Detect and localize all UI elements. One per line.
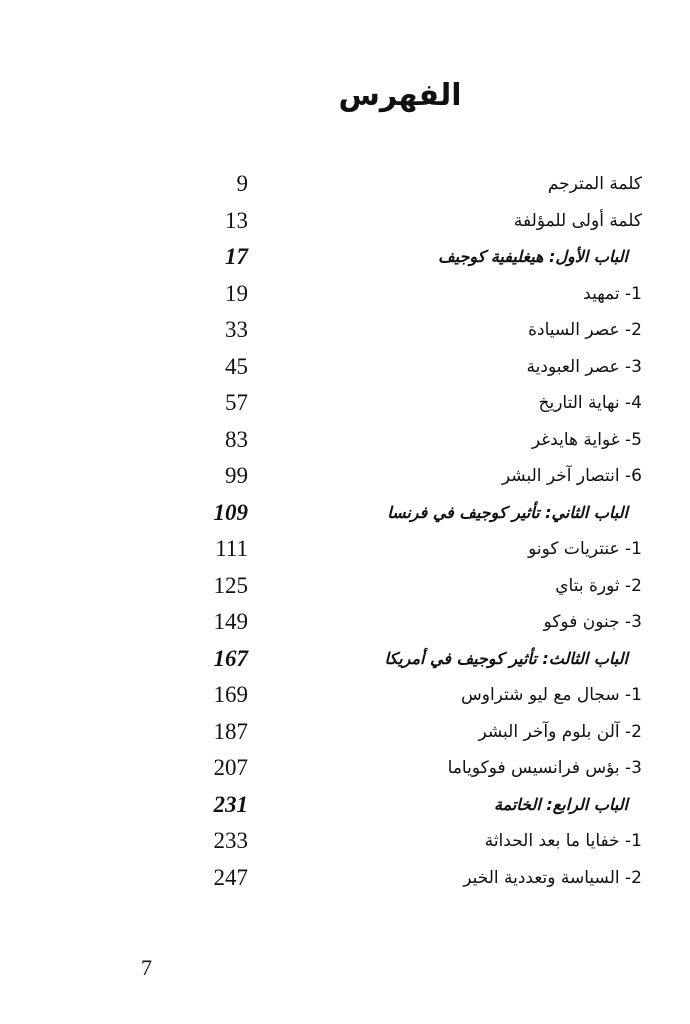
toc-entry — [0, 276, 690, 313]
toc-entry — [0, 823, 690, 860]
toc-entry-page: 33 — [225, 317, 248, 342]
toc-section-title: الباب الأول: هيغليفية كوجيف — [438, 247, 628, 266]
toc-entry — [0, 312, 690, 349]
toc-entry — [0, 568, 690, 605]
toc-entry-page: 233 — [213, 828, 248, 853]
toc-entry-page: 83 — [225, 426, 248, 452]
toc-section-title: الباب الثالث: تأثير كوجيف في أمريكا — [384, 648, 628, 668]
toc-entry-title: 2- ثورة بتاي — [555, 575, 642, 596]
toc-section-heading — [0, 239, 690, 276]
page-title: الفهرس — [338, 78, 462, 113]
toc-section-page: 231 — [213, 791, 248, 817]
toc-entry-title: 1- خفايا ما بعد الحداثة — [484, 831, 642, 851]
page-number: 7 — [141, 955, 152, 980]
toc-entry-title: 6- انتصار آخر البشر — [501, 466, 642, 486]
toc-entry-title: كلمة أولى للمؤلفة — [513, 210, 642, 231]
toc-section-heading — [0, 787, 690, 824]
toc-entry — [0, 750, 690, 787]
toc-entry — [0, 677, 690, 714]
toc-section-heading — [0, 641, 690, 678]
toc-entry — [0, 458, 690, 495]
toc-entry-title: 2- آلن بلوم وآخر البشر — [478, 721, 642, 742]
toc-entry-page: 247 — [213, 864, 248, 890]
toc-entry — [0, 860, 690, 897]
toc-entry-page: 57 — [225, 390, 248, 415]
toc-entry-page: 45 — [225, 353, 248, 379]
toc-entry-page: 13 — [225, 207, 248, 233]
toc-section-title: الباب الرابع: الخاتمة — [494, 794, 628, 814]
toc-entry-page: 111 — [215, 536, 248, 561]
toc-entry — [0, 714, 690, 751]
toc-entry-title: 3- بؤس فرانسيس فوكوياما — [447, 758, 642, 778]
toc-entry-title: 3- جنون فوكو — [543, 612, 642, 632]
toc-section-title: الباب الثاني: تأثير كوجيف في فرنسا — [387, 502, 628, 522]
toc-entry-page: 125 — [213, 572, 248, 598]
toc-entry — [0, 385, 690, 422]
toc-entry — [0, 604, 690, 641]
toc-entry-page: 19 — [225, 280, 248, 306]
table-of-contents — [0, 166, 690, 896]
toc-entry-page: 207 — [213, 755, 248, 780]
toc-entry-title: 3- عصر العبودية — [526, 356, 642, 377]
toc-entry-title: 4- نهاية التاريخ — [538, 393, 642, 413]
toc-entry-page: 187 — [213, 718, 248, 744]
toc-entry-page: 99 — [225, 463, 248, 488]
toc-entry-page: 169 — [213, 682, 248, 707]
toc-entry-title: 2- السياسة وتعددية الخير — [463, 867, 642, 888]
toc-entry-title: 2- عصر السيادة — [528, 320, 642, 340]
toc-entry — [0, 531, 690, 568]
toc-entry — [0, 166, 690, 203]
toc-entry-title: 1- عنتريات كونو — [528, 539, 642, 559]
toc-entry-title: 1- تمهيد — [583, 283, 642, 304]
toc-entry — [0, 203, 690, 240]
toc-entry — [0, 422, 690, 459]
toc-entry-page: 149 — [213, 609, 248, 634]
toc-entry-title: 5- غواية هايدغر — [531, 429, 642, 450]
toc-entry-title: كلمة المترجم — [547, 174, 642, 194]
toc-section-page: 109 — [213, 499, 248, 525]
toc-entry-title: 1- سجال مع ليو شتراوس — [460, 685, 642, 705]
toc-section-page: 167 — [213, 645, 248, 671]
toc-section-heading — [0, 495, 690, 532]
toc-section-page: 17 — [225, 244, 248, 269]
toc-entry — [0, 349, 690, 386]
toc-entry-page: 9 — [236, 171, 248, 196]
